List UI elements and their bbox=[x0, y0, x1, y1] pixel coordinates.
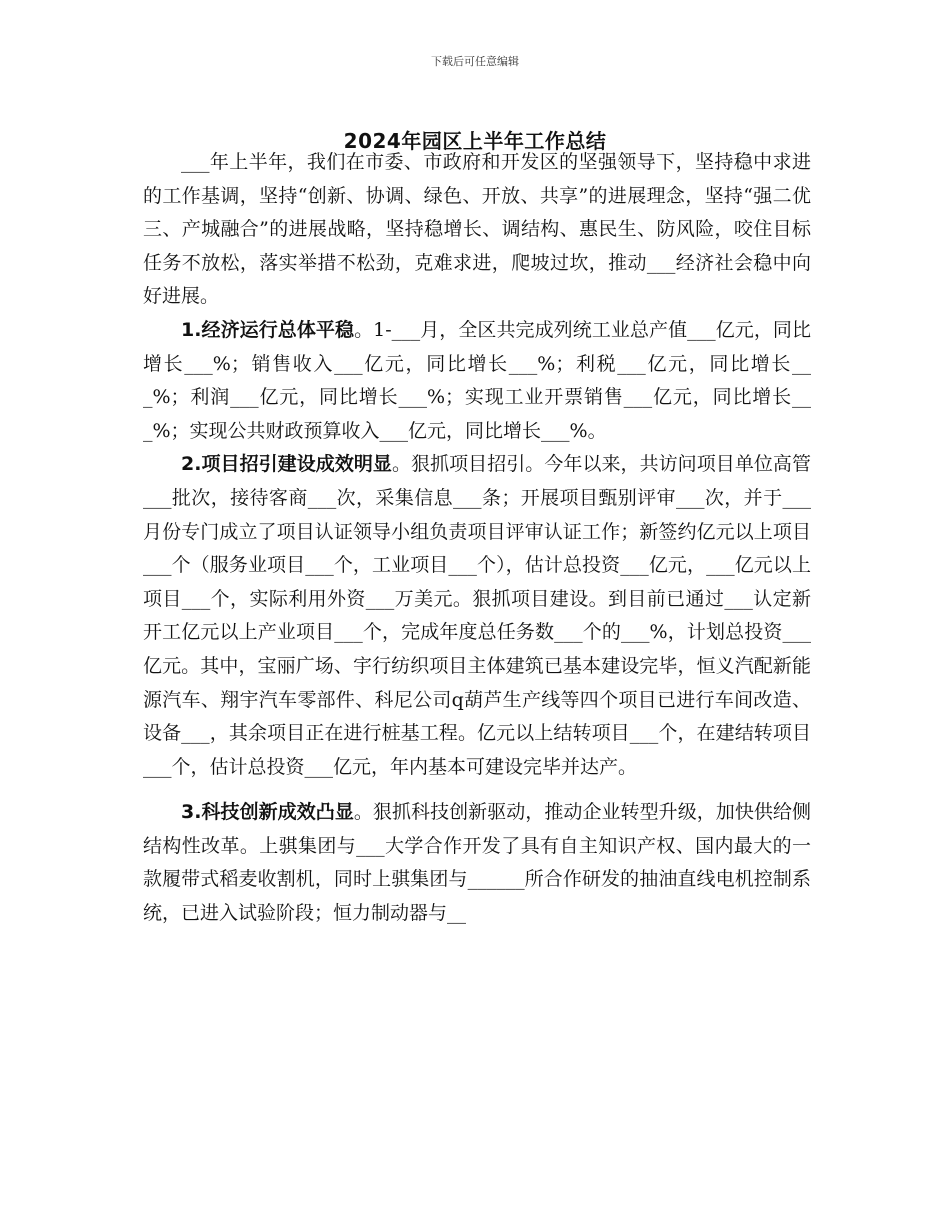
header-note: 下载后可任意编辑 bbox=[431, 55, 519, 68]
section-heading-1: 1.经济运行总体平稳 bbox=[181, 318, 355, 341]
section-paragraph-1 bbox=[143, 314, 811, 448]
section-text-2: 。狠抓项目招引。今年以来，共访问项目单位高管___批次，接待客商___次，采集信息___条；开展项目甄别评审___次，并于___月份专门成立了项目认证领导小组负责项目评审认证工作；新签约亿元以上项目___个（服务业项目___个，工业项目___个），估计总投资___亿元，___亿元以上项目___个，实际利用外资___万美元。狠抓项目建设。到目前已通过___认定新开工亿元以上产业项目___个，完成年度总任务数___个的___%，计划总投资___亿元。其中，宝丽广场、宇行纺织项目主体建筑已基本建设完毕，恒义汽配新能源汽车、翔宇汽车零部件、科尼公司q葫芦生产线等四个项目已进行车间改造、设备___，其余项目正在进行桩基工程。亿元以上结转项目___个，在建结转项目___个，估计总投资___亿元，年内基本可建设完毕并达产。 bbox=[143, 453, 811, 778]
section-text-3: 。狠抓科技创新驱动，推动企业转型升级，加快供给侧结构性改革。上骐集团与___大学合作开发了具有自主知识产权、国内最大的一款履带式稻麦收割机，同时上骐集团与______所合作研发的抽油直线电机控制系统，已进入试验阶段；恒力制动器与__ bbox=[143, 801, 811, 925]
section-text-1: 。1-___月，全区共完成列统工业总产值___亿元，同比增长___%；销售收入___亿元，同比增长___%；利税___亿元，同比增长___%；利润___亿元，同比增长___%；实现工业开票销售___亿元，同比增长___%；实现公共财政预算收入___亿元，同比增长___%。 bbox=[143, 318, 811, 442]
document-title: 2024年园区上半年工作总结 bbox=[343, 129, 607, 153]
section-paragraph-2 bbox=[143, 448, 811, 784]
intro-paragraph: ___年上半年，我们在市委、市政府和开发区的坚强领导下，坚持稳中求进的工作基调，坚持“创新、协调、绿色、开放、共享”的进展理念，坚持“强二优三、产城融合”的进展战略，坚持稳增长、调结构、惠民生、防风险，咬住目标任务不放松，落实举措不松劲，克难求进，爬坡过坎，推动___经济社会稳中向好进展。 bbox=[143, 151, 811, 308]
document-body bbox=[143, 146, 811, 931]
section-heading-2: 2.项目招引建设成效明显 bbox=[181, 453, 392, 476]
section-heading-3: 3.科技创新成效凸显 bbox=[181, 801, 354, 824]
section-paragraph-3 bbox=[143, 796, 811, 930]
